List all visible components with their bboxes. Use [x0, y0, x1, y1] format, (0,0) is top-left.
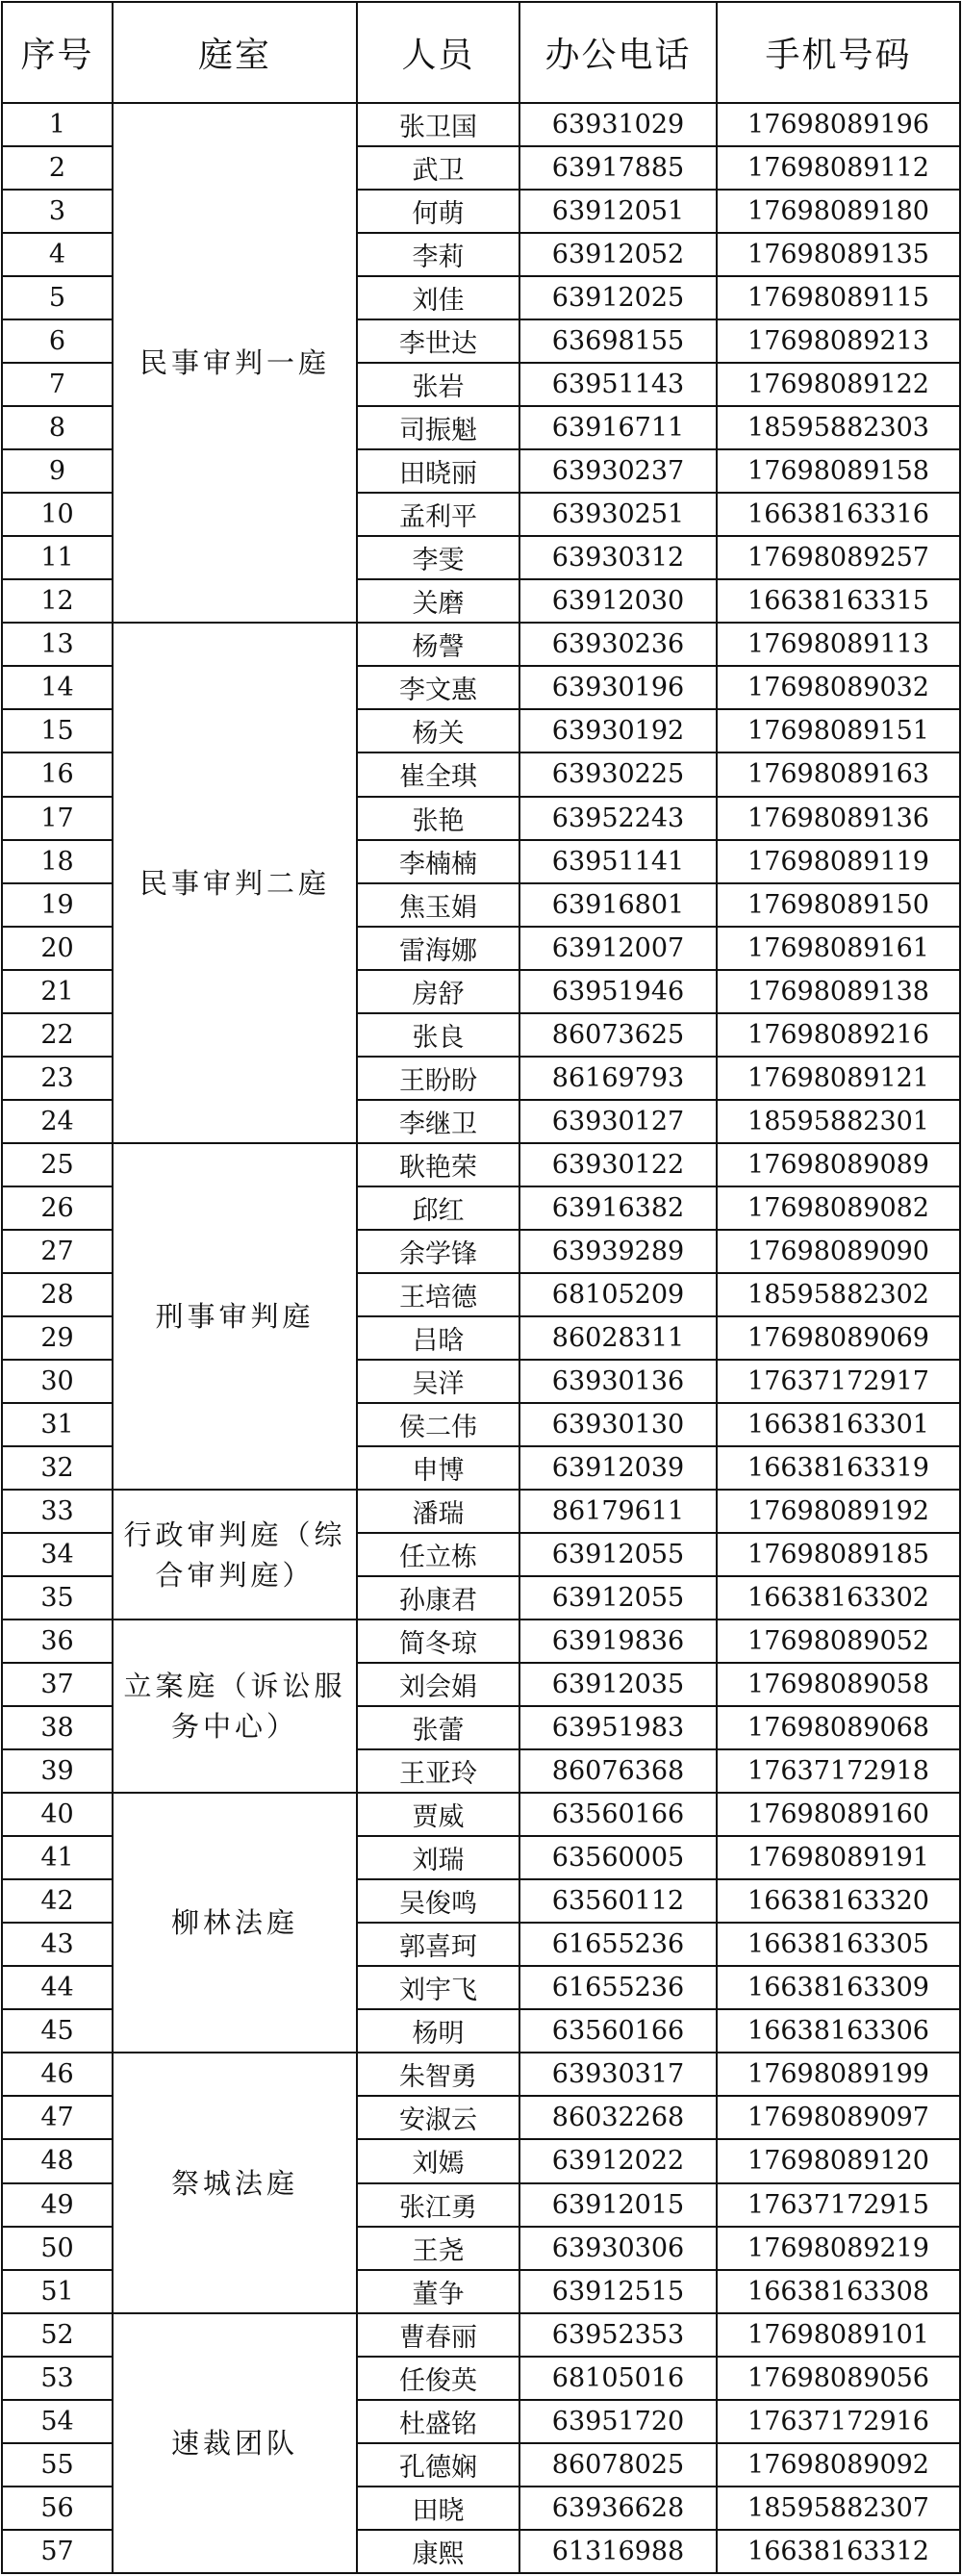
staff-name-cell: 李楠楠 [357, 840, 519, 883]
office-phone-cell: 68105016 [519, 2357, 717, 2400]
office-phone-cell: 63919836 [519, 1620, 717, 1663]
mobile-phone-cell: 16638163319 [717, 1446, 960, 1490]
office-phone-cell: 63951983 [519, 1706, 717, 1749]
table-row [2, 1620, 960, 1663]
office-phone-cell: 63560166 [519, 2009, 717, 2053]
mobile-phone-cell: 17698089180 [717, 190, 960, 233]
row-index-cell: 20 [2, 927, 113, 970]
mobile-phone-cell: 17637172918 [717, 1749, 960, 1793]
row-index-cell: 57 [2, 2530, 113, 2573]
row-index-cell: 8 [2, 406, 113, 449]
table-row [2, 1143, 960, 1186]
office-phone-cell: 86169793 [519, 1057, 717, 1100]
staff-name-cell: 王培德 [357, 1273, 519, 1316]
row-index-cell: 14 [2, 666, 113, 709]
row-index-cell: 28 [2, 1273, 113, 1316]
office-phone-cell: 86179611 [519, 1490, 717, 1533]
staff-name-cell: 张卫国 [357, 103, 519, 146]
staff-name-cell: 吴俊鸣 [357, 1879, 519, 1923]
office-phone-cell: 63939289 [519, 1230, 717, 1273]
header-office-phone: 办公电话 [519, 2, 717, 103]
row-index-cell: 25 [2, 1143, 113, 1186]
staff-name-cell: 李雯 [357, 536, 519, 579]
office-phone-cell: 63951143 [519, 363, 717, 406]
header-mobile: 手机号码 [717, 2, 960, 103]
staff-name-cell: 余学锋 [357, 1230, 519, 1273]
department-cell: 民事审判一庭 [113, 103, 357, 623]
row-index-cell: 11 [2, 536, 113, 579]
office-phone-cell: 63930225 [519, 752, 717, 796]
row-index-cell: 30 [2, 1360, 113, 1403]
mobile-phone-cell: 17698089058 [717, 1663, 960, 1706]
row-index-cell: 33 [2, 1490, 113, 1533]
office-phone-cell: 63930236 [519, 623, 717, 666]
row-index-cell: 19 [2, 883, 113, 927]
mobile-phone-cell: 18595882303 [717, 406, 960, 449]
header-staff: 人员 [357, 2, 519, 103]
mobile-phone-cell: 17698089119 [717, 840, 960, 883]
staff-name-cell: 朱智勇 [357, 2053, 519, 2096]
mobile-phone-cell: 17698089161 [717, 927, 960, 970]
mobile-phone-cell: 17698089216 [717, 1013, 960, 1057]
mobile-phone-cell: 17698089089 [717, 1143, 960, 1186]
mobile-phone-cell: 17698089138 [717, 970, 960, 1013]
mobile-phone-cell: 17698089151 [717, 709, 960, 752]
staff-name-cell: 杨謦 [357, 623, 519, 666]
staff-name-cell: 司振魁 [357, 406, 519, 449]
office-phone-cell: 86076368 [519, 1749, 717, 1793]
office-phone-cell: 63912051 [519, 190, 717, 233]
mobile-phone-cell: 17698089032 [717, 666, 960, 709]
staff-name-cell: 焦玉娟 [357, 883, 519, 927]
mobile-phone-cell: 17698089196 [717, 103, 960, 146]
row-index-cell: 3 [2, 190, 113, 233]
office-phone-cell: 63912055 [519, 1576, 717, 1620]
mobile-phone-cell: 16638163305 [717, 1923, 960, 1966]
row-index-cell: 27 [2, 1230, 113, 1273]
staff-name-cell: 何萌 [357, 190, 519, 233]
mobile-phone-cell: 16638163320 [717, 1879, 960, 1923]
row-index-cell: 35 [2, 1576, 113, 1620]
mobile-phone-cell: 16638163302 [717, 1576, 960, 1620]
row-index-cell: 26 [2, 1186, 113, 1230]
staff-name-cell: 孙康君 [357, 1576, 519, 1620]
contact-directory-table [1, 1, 961, 2574]
office-phone-cell: 63560005 [519, 1836, 717, 1879]
mobile-phone-cell: 17698089097 [717, 2096, 960, 2139]
row-index-cell: 15 [2, 709, 113, 752]
mobile-phone-cell: 16638163306 [717, 2009, 960, 2053]
row-index-cell: 36 [2, 1620, 113, 1663]
staff-name-cell: 雷海娜 [357, 927, 519, 970]
row-index-cell: 13 [2, 623, 113, 666]
mobile-phone-cell: 18595882302 [717, 1273, 960, 1316]
staff-name-cell: 王尧 [357, 2227, 519, 2270]
row-index-cell: 55 [2, 2443, 113, 2487]
mobile-phone-cell: 16638163301 [717, 1403, 960, 1446]
office-phone-cell: 63951946 [519, 970, 717, 1013]
office-phone-cell: 63930192 [519, 709, 717, 752]
department-cell: 刑事审判庭 [113, 1143, 357, 1490]
office-phone-cell: 63560166 [519, 1793, 717, 1836]
mobile-phone-cell: 17698089113 [717, 623, 960, 666]
row-index-cell: 43 [2, 1923, 113, 1966]
staff-name-cell: 李莉 [357, 233, 519, 276]
row-index-cell: 41 [2, 1836, 113, 1879]
staff-name-cell: 关磨 [357, 579, 519, 623]
table-row [2, 103, 960, 146]
mobile-phone-cell: 17698089219 [717, 2227, 960, 2270]
mobile-phone-cell: 17698089160 [717, 1793, 960, 1836]
office-phone-cell: 63912022 [519, 2139, 717, 2182]
mobile-phone-cell: 17698089192 [717, 1490, 960, 1533]
table-row [2, 2313, 960, 2357]
staff-name-cell: 杨明 [357, 2009, 519, 2053]
office-phone-cell: 63912052 [519, 233, 717, 276]
staff-name-cell: 董争 [357, 2270, 519, 2313]
office-phone-cell: 63912030 [519, 579, 717, 623]
mobile-phone-cell: 17698089052 [717, 1620, 960, 1663]
row-index-cell: 31 [2, 1403, 113, 1446]
staff-name-cell: 田晓 [357, 2487, 519, 2530]
mobile-phone-cell: 17698089056 [717, 2357, 960, 2400]
header-department: 庭室 [113, 2, 357, 103]
staff-name-cell: 杨关 [357, 709, 519, 752]
row-index-cell: 40 [2, 1793, 113, 1836]
row-index-cell: 7 [2, 363, 113, 406]
staff-name-cell: 张良 [357, 1013, 519, 1057]
row-index-cell: 5 [2, 276, 113, 319]
row-index-cell: 56 [2, 2487, 113, 2530]
office-phone-cell: 63930196 [519, 666, 717, 709]
staff-name-cell: 孟利平 [357, 493, 519, 536]
row-index-cell: 16 [2, 752, 113, 796]
mobile-phone-cell: 17698089257 [717, 536, 960, 579]
staff-name-cell: 申博 [357, 1446, 519, 1490]
office-phone-cell: 63930306 [519, 2227, 717, 2270]
row-index-cell: 23 [2, 1057, 113, 1100]
mobile-phone-cell: 16638163308 [717, 2270, 960, 2313]
row-index-cell: 9 [2, 449, 113, 493]
office-phone-cell: 63912007 [519, 927, 717, 970]
office-phone-cell: 63930237 [519, 449, 717, 493]
department-cell: 速裁团队 [113, 2313, 357, 2573]
office-phone-cell: 61655236 [519, 1966, 717, 2009]
staff-name-cell: 潘瑞 [357, 1490, 519, 1533]
mobile-phone-cell: 17698089136 [717, 797, 960, 840]
row-index-cell: 52 [2, 2313, 113, 2357]
table-row [2, 1793, 960, 1836]
office-phone-cell: 63916711 [519, 406, 717, 449]
row-index-cell: 54 [2, 2400, 113, 2443]
office-phone-cell: 63952353 [519, 2313, 717, 2357]
office-phone-cell: 63912025 [519, 276, 717, 319]
staff-name-cell: 杜盛铭 [357, 2400, 519, 2443]
staff-name-cell: 刘会娟 [357, 1663, 519, 1706]
row-index-cell: 49 [2, 2183, 113, 2227]
row-index-cell: 12 [2, 579, 113, 623]
row-index-cell: 29 [2, 1316, 113, 1360]
office-phone-cell: 63916801 [519, 883, 717, 927]
header-index: 序号 [2, 2, 113, 103]
row-index-cell: 6 [2, 319, 113, 363]
office-phone-cell: 63930136 [519, 1360, 717, 1403]
mobile-phone-cell: 17698089115 [717, 276, 960, 319]
department-cell: 祭城法庭 [113, 2053, 357, 2312]
office-phone-cell: 63912035 [519, 1663, 717, 1706]
mobile-phone-cell: 17698089121 [717, 1057, 960, 1100]
mobile-phone-cell: 17698089090 [717, 1230, 960, 1273]
staff-name-cell: 张艳 [357, 797, 519, 840]
mobile-phone-cell: 16638163312 [717, 2530, 960, 2573]
staff-name-cell: 刘佳 [357, 276, 519, 319]
staff-name-cell: 孔德娴 [357, 2443, 519, 2487]
mobile-phone-cell: 17698089213 [717, 319, 960, 363]
office-phone-cell: 61316988 [519, 2530, 717, 2573]
office-phone-cell: 63930312 [519, 536, 717, 579]
table-row [2, 2053, 960, 2096]
row-index-cell: 48 [2, 2139, 113, 2182]
office-phone-cell: 63930127 [519, 1100, 717, 1143]
staff-name-cell: 吴洋 [357, 1360, 519, 1403]
staff-name-cell: 刘嫣 [357, 2139, 519, 2182]
staff-name-cell: 李文惠 [357, 666, 519, 709]
staff-name-cell: 田晓丽 [357, 449, 519, 493]
office-phone-cell: 86032268 [519, 2096, 717, 2139]
staff-name-cell: 刘瑞 [357, 1836, 519, 1879]
row-index-cell: 32 [2, 1446, 113, 1490]
staff-name-cell: 郭喜珂 [357, 1923, 519, 1966]
office-phone-cell: 63912039 [519, 1446, 717, 1490]
department-cell: 立案庭（诉讼服务中心） [113, 1620, 357, 1793]
office-phone-cell: 63912515 [519, 2270, 717, 2313]
mobile-phone-cell: 17698089191 [717, 1836, 960, 1879]
table-row [2, 623, 960, 666]
mobile-phone-cell: 17637172915 [717, 2183, 960, 2227]
staff-name-cell: 任俊英 [357, 2357, 519, 2400]
office-phone-cell: 63912015 [519, 2183, 717, 2227]
row-index-cell: 22 [2, 1013, 113, 1057]
office-phone-cell: 63912055 [519, 1533, 717, 1576]
row-index-cell: 46 [2, 2053, 113, 2096]
office-phone-cell: 86078025 [519, 2443, 717, 2487]
row-index-cell: 39 [2, 1749, 113, 1793]
row-index-cell: 50 [2, 2227, 113, 2270]
staff-name-cell: 安淑云 [357, 2096, 519, 2139]
row-index-cell: 53 [2, 2357, 113, 2400]
staff-name-cell: 李世达 [357, 319, 519, 363]
office-phone-cell: 61655236 [519, 1923, 717, 1966]
office-phone-cell: 63560112 [519, 1879, 717, 1923]
row-index-cell: 10 [2, 493, 113, 536]
mobile-phone-cell: 17698089120 [717, 2139, 960, 2182]
row-index-cell: 38 [2, 1706, 113, 1749]
staff-name-cell: 张江勇 [357, 2183, 519, 2227]
mobile-phone-cell: 17698089068 [717, 1706, 960, 1749]
staff-name-cell: 任立栋 [357, 1533, 519, 1576]
office-phone-cell: 86073625 [519, 1013, 717, 1057]
row-index-cell: 21 [2, 970, 113, 1013]
mobile-phone-cell: 17698089122 [717, 363, 960, 406]
row-index-cell: 17 [2, 797, 113, 840]
mobile-phone-cell: 17698089092 [717, 2443, 960, 2487]
office-phone-cell: 63916382 [519, 1186, 717, 1230]
office-phone-cell: 63952243 [519, 797, 717, 840]
office-phone-cell: 63931029 [519, 103, 717, 146]
mobile-phone-cell: 17698089185 [717, 1533, 960, 1576]
staff-name-cell: 曹春丽 [357, 2313, 519, 2357]
staff-name-cell: 侯二伟 [357, 1403, 519, 1446]
row-index-cell: 1 [2, 103, 113, 146]
staff-name-cell: 贾威 [357, 1793, 519, 1836]
staff-name-cell: 吕晗 [357, 1316, 519, 1360]
office-phone-cell: 63698155 [519, 319, 717, 363]
row-index-cell: 45 [2, 2009, 113, 2053]
staff-name-cell: 刘宇飞 [357, 1966, 519, 2009]
mobile-phone-cell: 18595882301 [717, 1100, 960, 1143]
office-phone-cell: 63930130 [519, 1403, 717, 1446]
mobile-phone-cell: 18595882307 [717, 2487, 960, 2530]
staff-name-cell: 王亚玲 [357, 1749, 519, 1793]
staff-name-cell: 武卫 [357, 146, 519, 190]
staff-name-cell: 崔全琪 [357, 752, 519, 796]
row-index-cell: 47 [2, 2096, 113, 2139]
staff-name-cell: 李继卫 [357, 1100, 519, 1143]
staff-name-cell: 简冬琼 [357, 1620, 519, 1663]
row-index-cell: 2 [2, 146, 113, 190]
staff-name-cell: 邱红 [357, 1186, 519, 1230]
mobile-phone-cell: 17698089112 [717, 146, 960, 190]
office-phone-cell: 63930122 [519, 1143, 717, 1186]
mobile-phone-cell: 17698089158 [717, 449, 960, 493]
department-cell: 柳林法庭 [113, 1793, 357, 2053]
mobile-phone-cell: 17698089069 [717, 1316, 960, 1360]
mobile-phone-cell: 17698089135 [717, 233, 960, 276]
office-phone-cell: 63930251 [519, 493, 717, 536]
mobile-phone-cell: 17637172917 [717, 1360, 960, 1403]
office-phone-cell: 63936628 [519, 2487, 717, 2530]
mobile-phone-cell: 16638163315 [717, 579, 960, 623]
mobile-phone-cell: 17698089101 [717, 2313, 960, 2357]
row-index-cell: 34 [2, 1533, 113, 1576]
mobile-phone-cell: 17698089163 [717, 752, 960, 796]
row-index-cell: 51 [2, 2270, 113, 2313]
office-phone-cell: 86028311 [519, 1316, 717, 1360]
table-body [2, 103, 960, 2573]
staff-name-cell: 康熙 [357, 2530, 519, 2573]
mobile-phone-cell: 17637172916 [717, 2400, 960, 2443]
staff-name-cell: 房舒 [357, 970, 519, 1013]
office-phone-cell: 63917885 [519, 146, 717, 190]
row-index-cell: 37 [2, 1663, 113, 1706]
department-cell: 行政审判庭（综合审判庭） [113, 1490, 357, 1620]
mobile-phone-cell: 16638163316 [717, 493, 960, 536]
row-index-cell: 24 [2, 1100, 113, 1143]
office-phone-cell: 63930317 [519, 2053, 717, 2096]
office-phone-cell: 63951720 [519, 2400, 717, 2443]
row-index-cell: 18 [2, 840, 113, 883]
mobile-phone-cell: 17698089082 [717, 1186, 960, 1230]
header-row [2, 2, 960, 103]
office-phone-cell: 63951141 [519, 840, 717, 883]
table-row [2, 1490, 960, 1533]
department-cell: 民事审判二庭 [113, 623, 357, 1142]
row-index-cell: 44 [2, 1966, 113, 2009]
office-phone-cell: 68105209 [519, 1273, 717, 1316]
staff-name-cell: 张岩 [357, 363, 519, 406]
staff-name-cell: 张蕾 [357, 1706, 519, 1749]
mobile-phone-cell: 17698089199 [717, 2053, 960, 2096]
mobile-phone-cell: 17698089150 [717, 883, 960, 927]
staff-name-cell: 耿艳荣 [357, 1143, 519, 1186]
row-index-cell: 42 [2, 1879, 113, 1923]
staff-name-cell: 王盼盼 [357, 1057, 519, 1100]
row-index-cell: 4 [2, 233, 113, 276]
mobile-phone-cell: 16638163309 [717, 1966, 960, 2009]
